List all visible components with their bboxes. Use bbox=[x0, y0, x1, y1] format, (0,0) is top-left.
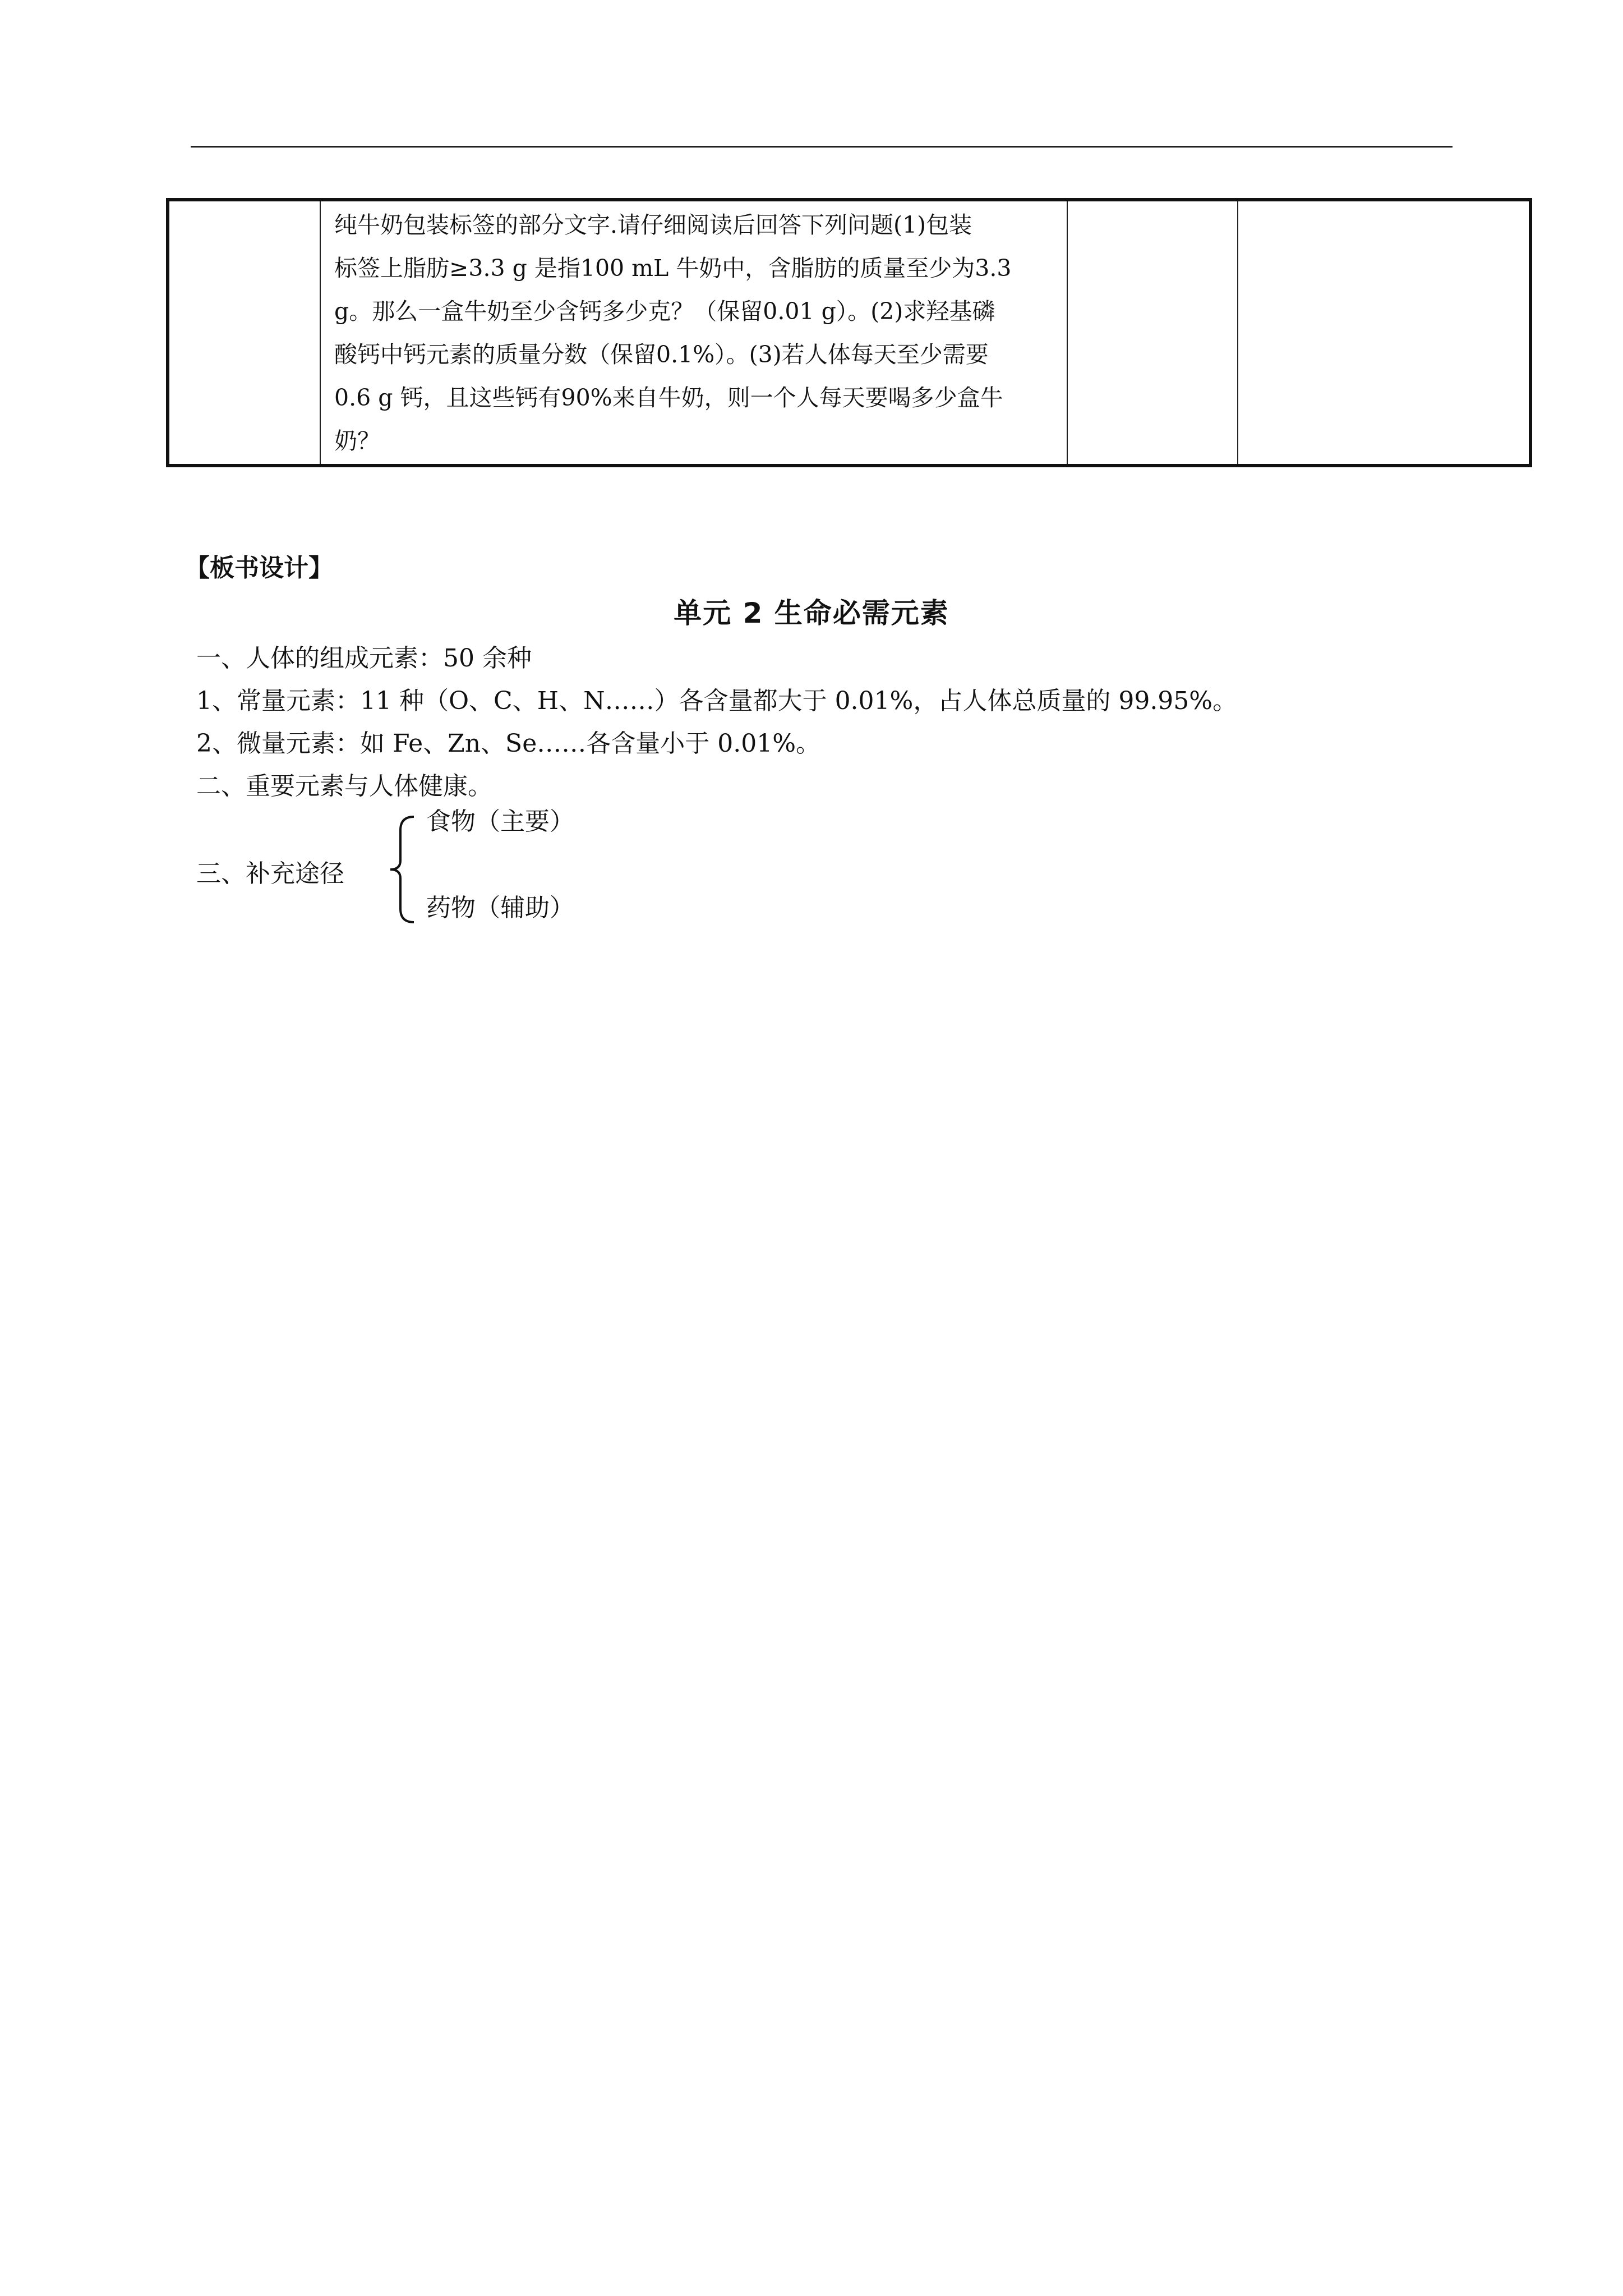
question-line: 纯牛奶包装标签的部分文字.请仔细阅读后回答下列问题(1)包装 bbox=[334, 211, 972, 238]
table-cell-question bbox=[320, 200, 1067, 466]
question-text bbox=[321, 201, 1067, 464]
question-line: 酸钙中钙元素的质量分数（保留0.1%）。(3)若人体每天至少需要 bbox=[334, 341, 989, 368]
table-cell-empty bbox=[168, 200, 320, 466]
supplement-medicine: 药物（辅助） bbox=[426, 894, 574, 922]
lesson-table bbox=[166, 198, 1532, 467]
supplement-food: 食物（主要） bbox=[426, 807, 574, 836]
board-line-composition: 一、人体的组成元素：50 余种 bbox=[196, 644, 532, 673]
board-line-trace-elements: 2、微量元素：如 Fe、Zn、Se……各含量小于 0.01%。 bbox=[196, 729, 820, 758]
table-cell-empty bbox=[1067, 200, 1238, 466]
board-title: 单元 2 生命必需元素 bbox=[674, 597, 949, 629]
header-rule bbox=[191, 146, 1453, 148]
board-line-macro-elements: 1、常量元素：11 种（O、C、H、N……）各含量都大于 0.01%，占人体总质量的 99.95%。 bbox=[196, 687, 1238, 715]
table-row bbox=[168, 200, 1530, 466]
question-line: 奶？ bbox=[334, 427, 380, 454]
left-brace-icon bbox=[387, 813, 421, 926]
question-line: g。那么一盒牛奶至少含钙多少克？（保留0.01 g）。(2)求羟基磷 bbox=[334, 298, 995, 325]
supplement-label: 三、补充途径 bbox=[196, 859, 344, 888]
question-line: 0.6 g 钙，且这些钙有90%来自牛奶，则一个人每天要喝多少盒牛 bbox=[334, 384, 1003, 411]
table-cell-empty bbox=[1238, 200, 1530, 466]
board-line-health: 二、重要元素与人体健康。 bbox=[196, 772, 492, 800]
question-line: 标签上脂肪≥3.3 g 是指100 mL 牛奶中，含脂肪的质量至少为3.3 bbox=[334, 255, 1012, 282]
board-design-label: 【板书设计】 bbox=[185, 554, 333, 582]
